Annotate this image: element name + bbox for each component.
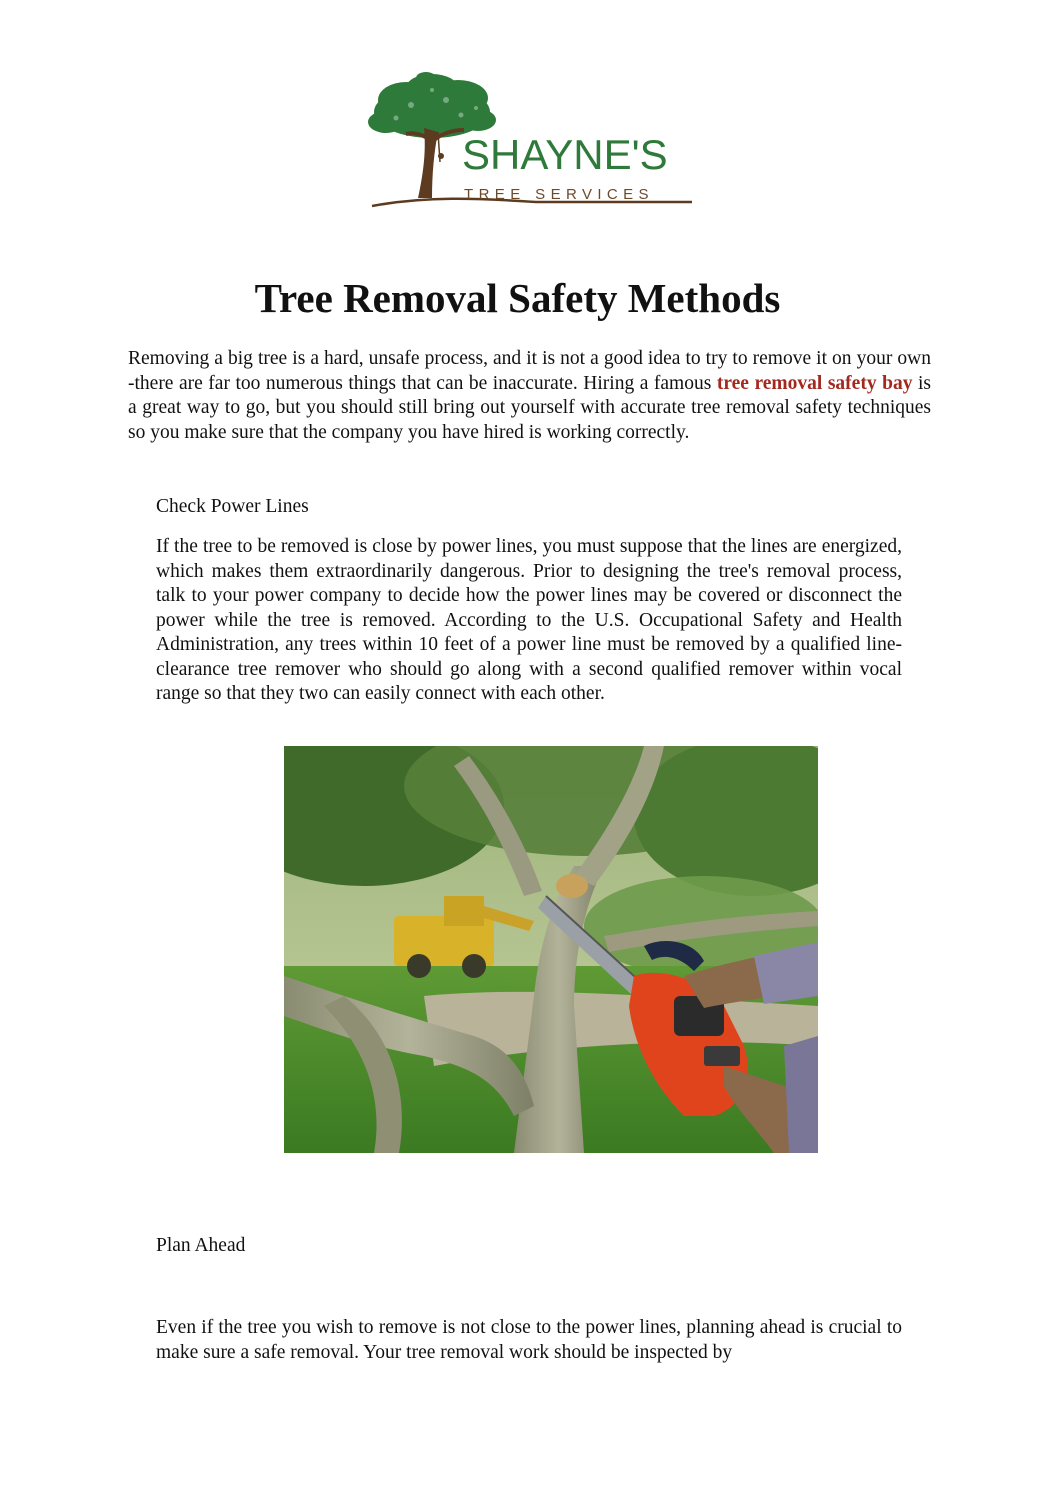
intro-text-start: Removing a big tree is a hard, unsafe process, and it is not a good idea to try to remove it on your own -there are far too numerous things that can be inaccurate. Hiring a famous (128, 348, 931, 394)
section-heading-power-lines: Check Power Lines (156, 496, 309, 517)
page-title: Tree Removal Safety Methods (254, 275, 781, 321)
logo-subtitle: TREE SERVICES (464, 186, 654, 203)
chainsaw-tree-image (284, 746, 818, 1153)
company-logo (366, 70, 696, 212)
intro-text-end: is a great way to go, but you should still bring out yourself with accurate tree removal safety techniques so you make sure that the company you have hired is working correctly. (128, 372, 931, 443)
intro-paragraph (128, 347, 931, 445)
section-heading-plan-ahead: Plan Ahead (156, 1235, 246, 1256)
section-body-power-lines: If the tree to be removed is close by power lines, you must suppose that the lines are energized, which makes them extraordinarily dangerous. Prior to designing the tree's removal process, talk to your power company to decide how the power lines may be covered or disconnect the power while the tree is removed. According to the U.S. Occupational Safety and Health Administration, any trees within 10 feet of a power line must be removed by a qualified line-clearance tree remover who should go along with a second qualified remover within vocal range so that they two can easily connect with each other. (156, 536, 902, 704)
tree-removal-link[interactable]: tree removal safety bay (716, 372, 913, 394)
section-body-plan-ahead: Even if the tree you wish to remove is not close to the power lines, planning ahead is crucial to make sure a safe removal. Your tree removal work should be inspected by (156, 1317, 902, 1363)
chainsaw-photo (284, 746, 818, 1153)
logo-name: SHAYNE'S (462, 131, 668, 178)
